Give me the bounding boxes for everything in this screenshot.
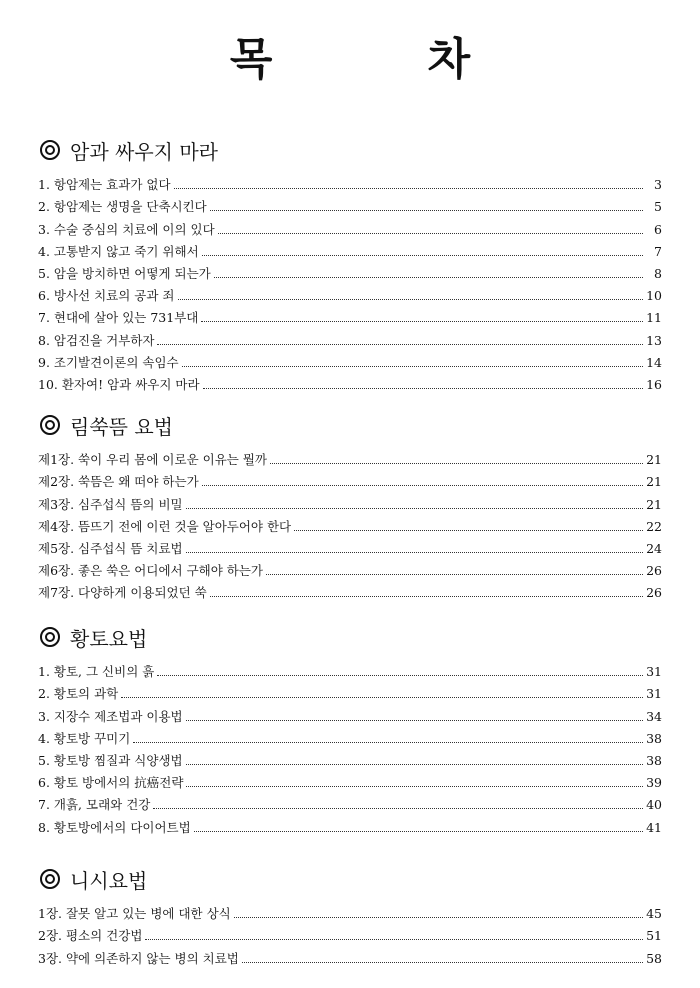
dot-leader <box>186 786 643 787</box>
toc-entry[interactable] <box>38 371 662 393</box>
toc-list <box>38 658 662 836</box>
dot-leader <box>145 939 643 940</box>
toc-label: 3장. 약에 의존하지 않는 병의 치료법 <box>38 950 239 966</box>
section-cancer <box>38 135 662 393</box>
toc-label: 3. 지장수 제조법과 이용법 <box>38 708 183 724</box>
toc-label: 제3장. 심주섭식 뜸의 비밀 <box>38 496 183 512</box>
section-loess <box>38 622 662 836</box>
toc-page-number: 3 <box>654 177 662 193</box>
toc-entry[interactable] <box>38 535 662 557</box>
toc-page-number: 51 <box>646 928 662 944</box>
dot-leader <box>186 764 643 765</box>
section-heading <box>38 864 662 894</box>
toc-page-number: 38 <box>646 752 662 768</box>
toc-entry[interactable] <box>38 171 662 193</box>
toc-entry[interactable] <box>38 326 662 348</box>
toc-page-number: 24 <box>646 540 662 556</box>
dot-leader <box>121 697 643 698</box>
toc-page-number: 14 <box>646 354 662 370</box>
section-heading-text: 황토요법 <box>70 626 148 651</box>
dot-leader <box>214 277 643 278</box>
toc-entry[interactable] <box>38 304 662 326</box>
toc-label: 제7장. 다양하게 이용되었던 쑥 <box>38 585 207 601</box>
toc-page-number: 34 <box>646 708 662 724</box>
toc-page-number: 21 <box>646 496 662 512</box>
section-heading <box>38 622 662 652</box>
dot-leader <box>186 552 643 553</box>
toc-label: 제5장. 심주섭식 뜸 치료법 <box>38 540 183 556</box>
dot-leader <box>266 574 643 575</box>
toc-label: 1. 항암제는 효과가 없다 <box>38 177 171 193</box>
toc-entry[interactable] <box>38 944 662 966</box>
double-circle-icon <box>40 869 60 889</box>
toc-entry[interactable] <box>38 490 662 512</box>
section-heading-text: 니시요법 <box>70 868 148 893</box>
toc-label: 5. 황토방 찜질과 식양생법 <box>38 752 183 768</box>
section-mugwort <box>38 410 662 601</box>
dot-leader <box>186 720 643 721</box>
toc-entry[interactable] <box>38 260 662 282</box>
toc-label: 2. 항암제는 생명을 단축시킨다 <box>38 199 207 215</box>
toc-label: 4. 고통받지 않고 죽기 위해서 <box>38 243 199 259</box>
toc-entry[interactable] <box>38 513 662 535</box>
toc-entry[interactable] <box>38 349 662 371</box>
toc-page-number: 31 <box>646 664 662 680</box>
toc-entry[interactable] <box>38 725 662 747</box>
dot-leader <box>210 596 643 597</box>
double-circle-icon <box>40 140 60 160</box>
toc-entry[interactable] <box>38 658 662 680</box>
toc-label: 제4장. 뜸뜨기 전에 이런 것을 알아두어야 한다 <box>38 518 292 534</box>
toc-label: 제1장. 쑥이 우리 몸에 이로운 이유는 뭘까 <box>38 452 267 468</box>
section-heading <box>38 135 662 165</box>
toc-list <box>38 900 662 967</box>
toc-page-number: 16 <box>646 376 662 392</box>
toc-page-number: 45 <box>646 906 662 922</box>
toc-label: 4. 황토방 꾸미기 <box>38 730 131 746</box>
toc-label: 1. 황토, 그 신비의 흙 <box>38 664 155 680</box>
dot-leader <box>186 508 643 509</box>
toc-entry[interactable] <box>38 579 662 601</box>
toc-label: 2장. 평소의 건강법 <box>38 928 143 944</box>
toc-entry[interactable] <box>38 468 662 490</box>
toc-label: 3. 수술 중심의 치료에 이의 있다 <box>38 221 215 237</box>
toc-page-number: 26 <box>646 563 662 579</box>
toc-entry[interactable] <box>38 769 662 791</box>
toc-page-number: 21 <box>646 452 662 468</box>
dot-leader <box>203 388 643 389</box>
dot-leader <box>157 344 643 345</box>
dot-leader <box>133 742 643 743</box>
page-title: 목 차 <box>229 34 541 85</box>
toc-entry[interactable] <box>38 680 662 702</box>
toc-page-number: 41 <box>646 819 662 835</box>
dot-leader <box>210 210 643 211</box>
dot-leader <box>178 299 644 300</box>
dot-leader <box>202 255 643 256</box>
toc-page-number: 7 <box>654 243 662 259</box>
toc-page-number: 21 <box>646 474 662 490</box>
toc-entry[interactable] <box>38 446 662 468</box>
dot-leader <box>201 321 643 322</box>
toc-label: 9. 조기발견이론의 속임수 <box>38 354 179 370</box>
section-heading <box>38 410 662 440</box>
dot-leader <box>242 962 643 963</box>
double-circle-icon <box>40 627 60 647</box>
toc-entry[interactable] <box>38 747 662 769</box>
toc-page-number: 39 <box>646 775 662 791</box>
toc-label: 5. 암을 방치하면 어떻게 되는가 <box>38 265 211 281</box>
toc-label: 7. 개흙, 모래와 건강 <box>38 797 151 813</box>
toc-page-number: 22 <box>646 518 662 534</box>
toc-page-number: 26 <box>646 585 662 601</box>
section-heading-text: 암과 싸우지 마라 <box>70 139 218 164</box>
toc-label: 6. 방사선 치료의 공과 죄 <box>38 288 175 304</box>
toc-entry[interactable] <box>38 922 662 944</box>
section-nishi <box>38 864 662 967</box>
dot-leader <box>202 485 643 486</box>
toc-label: 7. 현대에 살아 있는 731부대 <box>38 310 199 326</box>
toc-list <box>38 171 662 393</box>
toc-page-number: 38 <box>646 730 662 746</box>
dot-leader <box>174 188 643 189</box>
toc-label: 2. 황토의 과학 <box>38 686 119 702</box>
toc-entry[interactable] <box>38 702 662 724</box>
toc-entry[interactable] <box>38 193 662 215</box>
section-heading-text: 림쑥뜸 요법 <box>70 414 173 439</box>
toc-page-number: 5 <box>654 199 662 215</box>
dot-leader <box>294 530 643 531</box>
toc-page-number: 8 <box>654 265 662 281</box>
toc-page-number: 40 <box>646 797 662 813</box>
toc-entry[interactable] <box>38 282 662 304</box>
toc-entry[interactable] <box>38 791 662 813</box>
toc-page-number: 31 <box>646 686 662 702</box>
dot-leader <box>270 463 643 464</box>
toc-page-number: 13 <box>646 332 662 348</box>
dot-leader <box>218 233 643 234</box>
toc-entry[interactable] <box>38 557 662 579</box>
toc-label: 10. 환자여! 암과 싸우지 마라 <box>38 376 200 392</box>
dot-leader <box>157 675 643 676</box>
toc-entry[interactable] <box>38 238 662 260</box>
toc-label: 8. 암검진을 거부하자 <box>38 332 155 348</box>
toc-label: 제2장. 쑥뜸은 왜 떠야 하는가 <box>38 474 199 490</box>
toc-entry[interactable] <box>38 813 662 835</box>
toc-label: 6. 황토 방에서의 抗癌전략 <box>38 775 184 791</box>
toc-page-number: 10 <box>646 288 662 304</box>
toc-page-number: 6 <box>654 221 662 237</box>
toc-entry[interactable] <box>38 215 662 237</box>
double-circle-icon <box>40 415 60 435</box>
toc-page-number: 58 <box>646 950 662 966</box>
toc-page-number: 11 <box>646 310 662 326</box>
toc-entry[interactable] <box>38 900 662 922</box>
toc-label: 제6장. 좋은 쑥은 어디에서 구해야 하는가 <box>38 563 263 579</box>
dot-leader <box>194 831 643 832</box>
dot-leader <box>182 366 643 367</box>
toc-label: 1장. 잘못 알고 있는 병에 대한 상식 <box>38 906 231 922</box>
toc-list <box>38 446 662 601</box>
dot-leader <box>153 808 643 809</box>
dot-leader <box>234 917 643 918</box>
toc-label: 8. 황토방에서의 다이어트법 <box>38 819 191 835</box>
